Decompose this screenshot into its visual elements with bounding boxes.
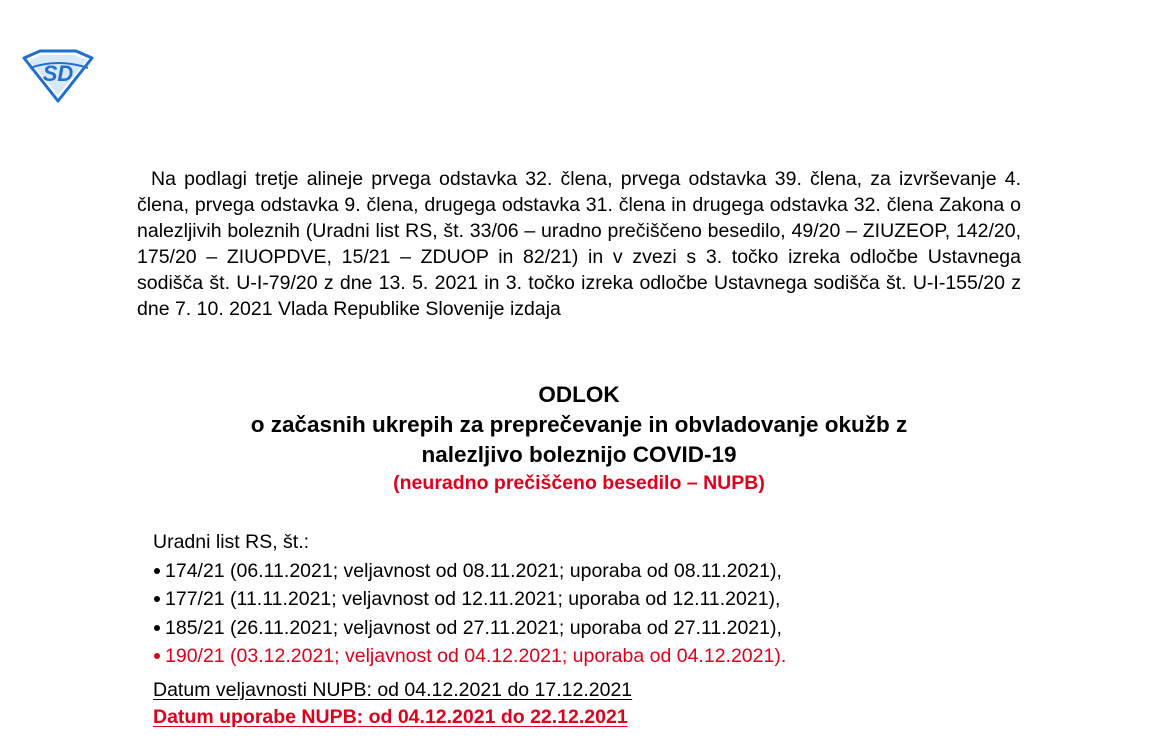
title-line-2: o začasnih ukrepih za preprečevanje in obvladovanje okužb z	[250, 412, 908, 437]
list-item-text: 185/21 (26.11.2021; veljavnost od 27.11.2021; uporaba od 27.11.2021),	[165, 616, 782, 639]
bullet-icon	[154, 596, 160, 602]
list-item-text: 177/21 (11.11.2021; veljavnost od 12.11.2021; uporaba od 12.11.2021),	[165, 588, 781, 610]
list-item-text: 190/21 (03.12.2021; veljavnost od 04.12.2021; uporaba od 04.12.2021).	[165, 645, 787, 667]
title-odlok: ODLOK	[538, 382, 620, 407]
list-item	[153, 557, 786, 586]
datum-uporabe: Datum uporabe NUPB: od 04.12.2021 do 22.12.2021	[153, 706, 628, 728]
list-item-text: 174/21 (06.11.2021; veljavnost od 08.11.2021; uporaba od 08.11.2021),	[165, 559, 782, 582]
uradni-list-items	[153, 557, 786, 671]
title-subtitle: (neuradno prečiščeno besedilo – NUPB)	[393, 472, 765, 494]
svg-text:SD: SD	[42, 61, 74, 86]
sd-logo	[20, 48, 96, 104]
list-item	[153, 585, 786, 614]
dates-block	[153, 677, 632, 731]
list-item	[153, 614, 786, 643]
bullet-icon	[154, 568, 160, 574]
intro-text: Na podlagi tretje alineje prvega odstavka 32. člena, prvega odstavka 39. člena, za izvrševanje 4. člena, prvega odstavka 9. člena, drugega odstavka 31. člena in drugega odstavka 32. člena Zakona o nalezljivih boleznih (Uradni list RS, št. 33/06 – uradno prečiščeno besedilo, 49/20 – ZIUZEOP, 142/20, 175/20 – ZIUOPDVE, 15/21 – ZDUOP in 82/21) in v zvezi s 3. točko izreka odločbe Ustavnega sodišča št. U-I-79/20 z dne 13. 5. 2021 in 3. točko izreka odločbe Ustavnega sodišča št. U-I-155/20 z dne 7. 10. 2021 Vlada Republike Slovenije izdaja	[137, 168, 1021, 320]
intro-paragraph	[137, 166, 1021, 322]
bullet-icon	[154, 653, 160, 659]
list-item	[153, 642, 786, 671]
uradni-list-heading: Uradni list RS, št.:	[153, 531, 310, 553]
bullet-icon	[154, 625, 160, 631]
sd-logo-icon	[20, 48, 96, 104]
title-block	[137, 380, 1021, 496]
uradni-list-block	[153, 528, 786, 671]
title-line-3: nalezljivo boleznijo COVID-19	[421, 442, 737, 467]
datum-veljavnosti: Datum veljavnosti NUPB: od 04.12.2021 do 17.12.2021	[153, 679, 633, 701]
